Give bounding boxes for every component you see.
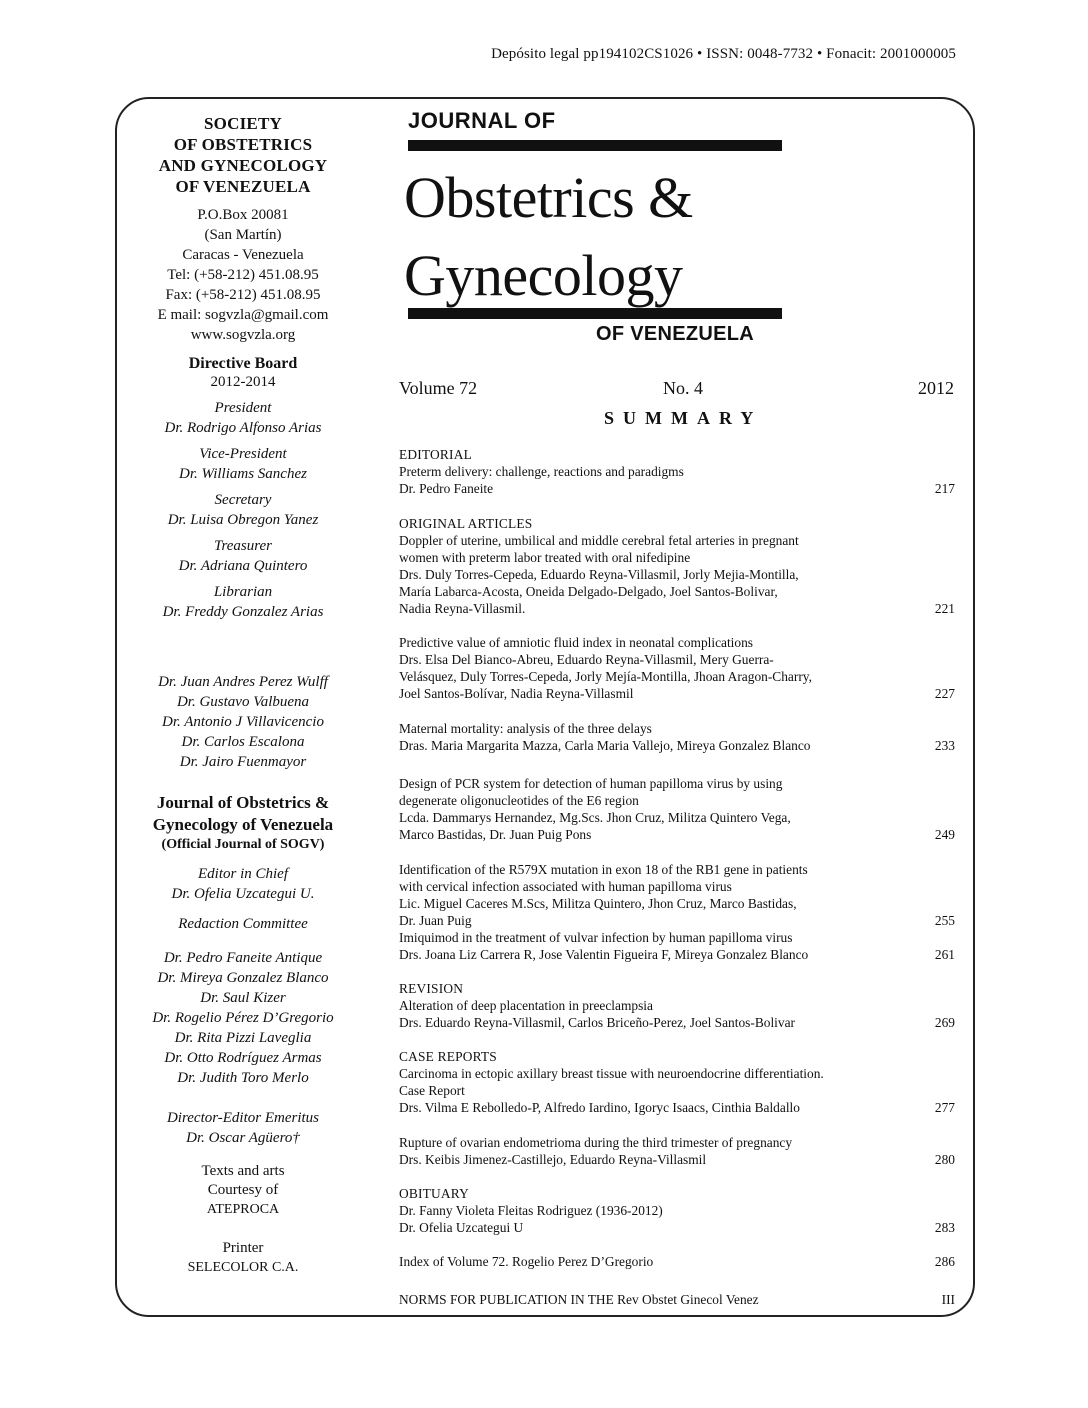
masthead-of-venezuela: OF VENEZUELA (596, 323, 755, 345)
committee-member: Dr. Saul Kizer (200, 990, 286, 1006)
toc-page: 255 (934, 913, 955, 928)
committee-member: Dr. Rogelio Pérez D’Gregorio (152, 1010, 334, 1026)
summary-heading: SUMMARY (604, 408, 763, 428)
toc-section: CASE REPORTS (399, 1049, 497, 1064)
toc-page: 249 (934, 827, 955, 842)
toc-page: 233 (934, 738, 955, 753)
editor-role: Editor in Chief (198, 866, 288, 882)
journal-box-title: Gynecology of Venezuela (152, 815, 334, 834)
committee-member: Dr. Mireya Gonzalez Blanco (157, 970, 329, 986)
toc-entry[interactable]: OBITUARY Dr. Fanny Violeta Fleitas Rodriguez (1936-2012) Dr. Ofelia Uzcategui U 283 (399, 1186, 955, 1235)
credits-org: ATEPROCA (206, 1202, 280, 1217)
journal-box-title: Journal of Obstetrics & (156, 793, 330, 812)
toc-entry[interactable]: NORMS FOR PUBLICATION IN THE Rev Obstet Ginecol Venez III (399, 1292, 955, 1307)
committee-member: Dr. Pedro Faneite Antique (163, 950, 323, 966)
officer-role: Vice-President (199, 446, 287, 462)
toc-entry[interactable]: Rupture of ovarian endometrioma during the third trimester of pregnancy Drs. Keibis Jimenez-Castillejo, Eduardo Reyna-Villasmil 280 (399, 1135, 955, 1167)
board-member: Dr. Juan Andres Perez Wulff (158, 674, 328, 690)
toc-entry[interactable]: Imiquimod in the treatment of vulvar infection by human papilloma virus Drs. Joana Liz Carrera R, Jose Valentin Figueira F, Mireya Gonzalez Blanco 261 (399, 930, 955, 962)
board-member: Dr. Jairo Fuenmayor (179, 754, 307, 770)
committee-title: Redaction Committee (178, 916, 308, 932)
issue-volume: Volume 72 (399, 378, 478, 398)
committee-member: Dr. Otto Rodríguez Armas (164, 1050, 322, 1066)
toc-entry[interactable]: CASE REPORTS Carcinoma in ectopic axillary breast tissue with neuroendocrine differentiation. Case Report Drs. Vilma E Rebolledo-P, Alfredo Iardino, Igoryc Isaacs, Cinthia Baldallo 277 (399, 1049, 955, 1115)
legal-deposit-line: Depósito legal pp194102CS1026 • ISSN: 0048-7732 • Fonacit: 2001000005 (491, 46, 956, 62)
officer-role: President (214, 400, 272, 416)
board-member: Dr. Gustavo Valbuena (176, 694, 310, 710)
official-journal: (Official Journal of SOGV) (161, 837, 325, 852)
printer-label: Printer (222, 1240, 264, 1256)
toc-page: 261 (934, 947, 955, 962)
toc-page: III (941, 1292, 955, 1307)
toc-page: 277 (934, 1100, 955, 1115)
credits-text: Texts and arts (201, 1163, 285, 1179)
printer-name: SELECOLOR C.A. (187, 1260, 299, 1275)
toc-page: 221 (934, 601, 955, 616)
officer-role: Librarian (213, 584, 273, 600)
toc-page: 217 (934, 481, 955, 496)
toc-page: 283 (934, 1220, 955, 1235)
officer-name: Dr. Rodrigo Alfonso Arias (164, 420, 322, 436)
masthead-title-line2: Gynecology (404, 243, 683, 308)
masthead-rule-bottom (408, 308, 782, 319)
masthead-title-line1: Obstetrics & (404, 165, 693, 230)
toc-section: EDITORIAL (399, 447, 472, 462)
toc-entry[interactable]: ORIGINAL ARTICLES Doppler of uterine, umbilical and middle cerebral fetal arteries in pregnant women with preterm labor treated with oral nifedipine Drs. Duly Torres-Cepeda, Eduardo Reyna-Villasmil, Jorly Mejia-Montilla, María Labarca-Acosta, Oneida Delgado-Delgado, Joel Santos-Bolivar, Nadia Reyna-Villasmil. 221 (399, 516, 955, 616)
email-link[interactable]: E mail: sogvzla@gmail.com (157, 307, 329, 323)
board-years: 2012-2014 (210, 374, 276, 390)
committee-member: Dr. Judith Toro Merlo (177, 1070, 309, 1086)
toc-entry[interactable]: Index of Volume 72. Rogelio Perez D’Gregorio 286 (399, 1254, 955, 1269)
issue-number: No. 4 (663, 378, 703, 398)
editor-name: Dr. Ofelia Uzcategui U. (171, 886, 315, 902)
emeritus-role: Director-Editor Emeritus (166, 1110, 320, 1126)
board-member: Dr. Carlos Escalona (181, 734, 305, 750)
toc-entry[interactable]: Identification of the R579X mutation in exon 18 of the RB1 gene in patients with cervical infection associated with human papilloma virus Lic. Miguel Caceres M.Scs, Militza Quintero, Jhon Cruz, Marco Bastidas, Dr. Juan Puig 255 (399, 862, 955, 928)
issue-year: 2012 (918, 378, 954, 398)
credits-text: Courtesy of (207, 1182, 279, 1198)
board-title: Directive Board (188, 355, 298, 372)
officer-name: Dr. Williams Sanchez (179, 466, 307, 482)
website-link[interactable]: www.sogvzla.org (190, 327, 296, 343)
toc-page: 280 (934, 1152, 955, 1167)
officer-name: Dr. Adriana Quintero (178, 558, 308, 574)
committee-member: Dr. Rita Pizzi Laveglia (174, 1030, 312, 1046)
society-column (123, 113, 363, 1277)
toc-entry[interactable]: Predictive value of amniotic fluid index in neonatal complications Drs. Elsa Del Bianco-Abreu, Eduardo Reyna-Villasmil, Mery Guerra- Velásquez, Duly Torres-Cepeda, Jorly Mejía-Montilla, Jhoan Aragon-Charry, Joel Santos-Bolívar, Nadia Reyna-Villasmil 227 (399, 635, 955, 701)
toc-entry[interactable]: Maternal mortality: analysis of the three delays Dras. Maria Margarita Mazza, Carla Maria Vallejo, Mireya Gonzalez Blanco 233 (399, 721, 955, 753)
toc-page: 286 (934, 1254, 955, 1269)
officer-role: Treasurer (213, 538, 273, 554)
toc-section: ORIGINAL ARTICLES (399, 516, 533, 531)
toc-section: OBITUARY (399, 1186, 470, 1201)
toc-entry[interactable]: REVISION Alteration of deep placentation in preeclampsia Drs. Eduardo Reyna-Villasmil, Carlos Briceño-Perez, Joel Santos-Bolivar 269 (399, 981, 955, 1030)
board-member: Dr. Antonio J Villavicencio (162, 714, 324, 730)
officer-name: Dr. Freddy Gonzalez Arias (162, 604, 324, 620)
masthead-rule-top (408, 140, 782, 151)
officer-role: Secretary (214, 492, 272, 508)
toc-page: 227 (934, 686, 955, 701)
officer-name: Dr. Luisa Obregon Yanez (167, 512, 319, 528)
toc-page: 269 (934, 1015, 955, 1030)
masthead-journal-of: JOURNAL OF (408, 108, 556, 133)
toc-section: REVISION (399, 981, 464, 996)
toc-entry[interactable]: EDITORIAL Preterm delivery: challenge, reactions and paradigms Dr. Pedro Faneite 217 (399, 447, 955, 496)
society-address: P.O.Box 20081 (San Martín) Caracas - Venezuela Tel: (+58-212) 451.08.95 Fax: (+58-212) 451.08.95 E mail: sogvzla@gmail.com www.sogvzla.org (123, 205, 363, 345)
toc-entry[interactable]: Design of PCR system for detection of human papilloma virus by using degenerate oligonucleotides of the E6 region Lcda. Dammarys Hernandez, Mg.Scs. Jhon Cruz, Militza Quintero Vega, Marco Bastidas, Dr. Juan Puig Pons 249 (399, 776, 955, 842)
emeritus-name: Dr. Oscar Agüero† (186, 1130, 300, 1146)
society-name: SOCIETY OF OBSTETRICS AND GYNECOLOGY OF VENEZUELA (158, 114, 328, 196)
